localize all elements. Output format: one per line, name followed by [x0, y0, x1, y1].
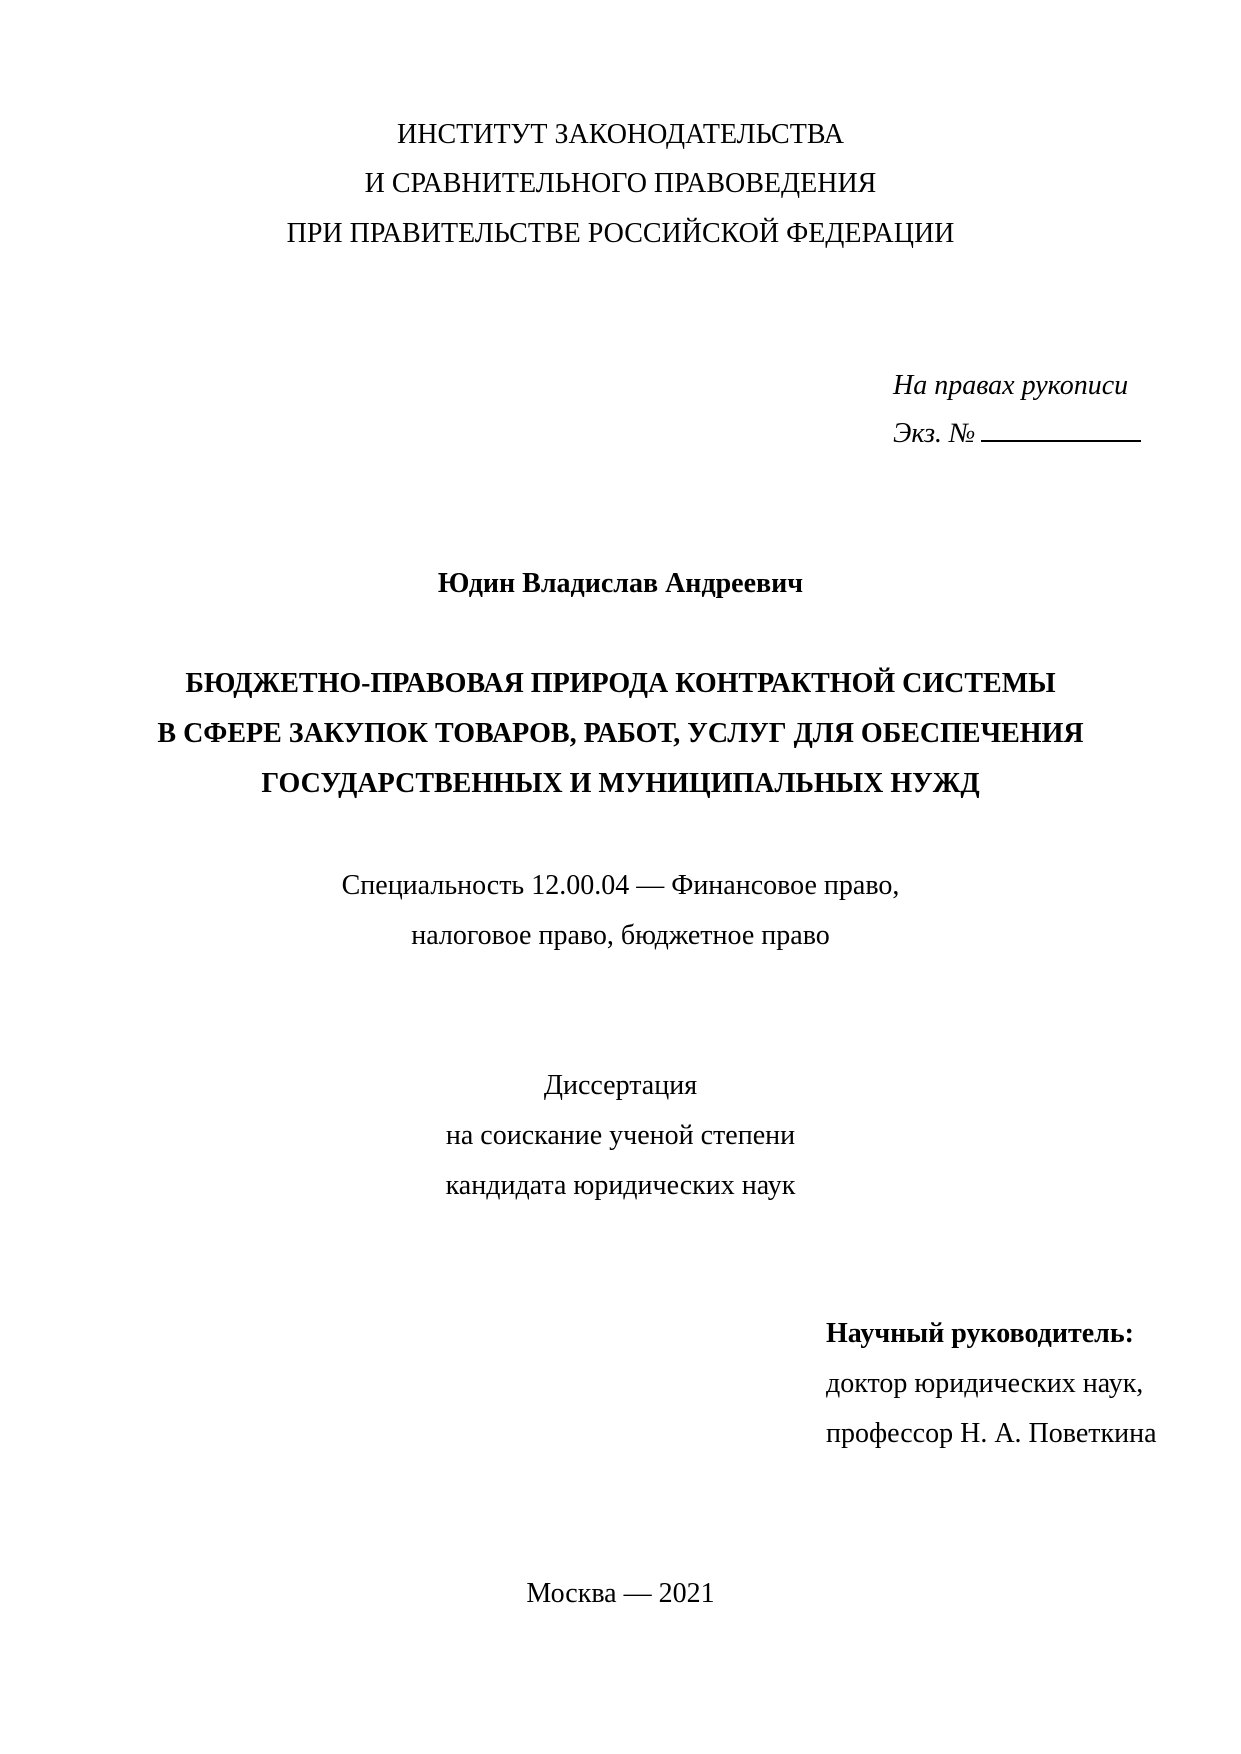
title-line-3: ГОСУДАРСТВЕННЫХ И МУНИЦИПАЛЬНЫХ НУЖД: [261, 768, 980, 799]
specialty-line-1: Специальность 12.00.04 — Финансовое право,: [341, 870, 900, 901]
supervisor-line-2: профессор Н. А. Поветкина: [826, 1418, 1157, 1449]
degree-line-2: на соискание ученой степени: [445, 1120, 796, 1151]
copy-number-blank: [981, 418, 1141, 442]
institution-line-3: ПРИ ПРАВИТЕЛЬСТВЕ РОССИЙСКОЙ ФЕДЕРАЦИИ: [286, 218, 955, 249]
copy-number-line: [893, 416, 1141, 452]
copy-number-label: Экз. №: [893, 418, 976, 449]
title-line-1: БЮДЖЕТНО-ПРАВОВАЯ ПРИРОДА КОНТРАКТНОЙ СИСТЕМЫ: [185, 668, 1056, 699]
institution-line-1: ИНСТИТУТ ЗАКОНОДАТЕЛЬСТВА: [397, 119, 844, 150]
place-and-year: Москва — 2021: [526, 1578, 715, 1609]
degree-line-1: Диссертация: [543, 1070, 698, 1101]
author-name: Юдин Владислав Андреевич: [437, 568, 804, 599]
manuscript-rights: На правах рукописи: [893, 370, 1129, 401]
specialty-line-2: налоговое право, бюджетное право: [411, 920, 830, 951]
institution-line-2: И СРАВНИТЕЛЬНОГО ПРАВОВЕДЕНИЯ: [364, 168, 877, 199]
supervisor-heading: Научный руководитель:: [826, 1318, 1134, 1349]
title-line-2: В СФЕРЕ ЗАКУПОК ТОВАРОВ, РАБОТ, УСЛУГ ДЛЯ ОБЕСПЕЧЕНИЯ: [157, 718, 1084, 749]
supervisor-line-1: доктор юридических наук,: [826, 1368, 1144, 1399]
degree-line-3: кандидата юридических наук: [445, 1170, 796, 1201]
